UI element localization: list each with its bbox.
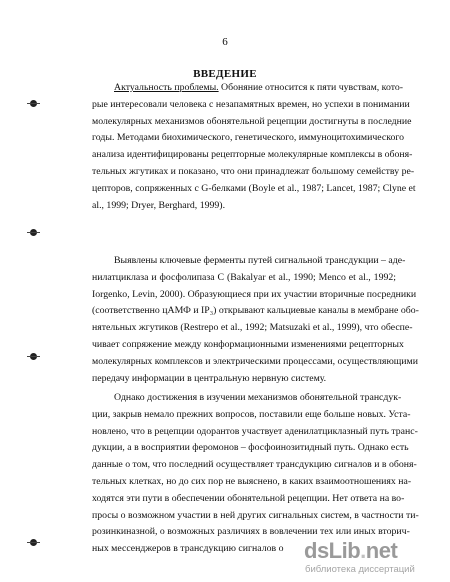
watermark-brand-tld: net [365, 538, 398, 563]
paragraph-line: новлено, что в рецепции одорантов участвует аденилатциклазный путь транс- [92, 425, 418, 437]
paragraph-line: Однако достижения в изучении механизмов обонятельной трансдук- [114, 392, 402, 403]
section-heading: ВВЕДЕНИЕ [193, 68, 257, 80]
paragraph-line: (соответственно цАМФ и IP₃) открывают кальциевые каналы в мембране обо- [92, 305, 419, 317]
paragraph-line: годы. Методами биохимического, генетического, иммуноцитохимического [92, 132, 405, 144]
margin-bullet-mark [30, 539, 37, 546]
paragraph-line: Выявлены ключевые ферменты путей сигнальной трансдукции – аде- [114, 255, 406, 266]
paragraph-line [92, 80, 404, 97]
paragraph-line: данные о том, что последний осуществляет трансдукцию сигналов и в обоня- [92, 459, 417, 471]
paragraph-relevance [92, 80, 416, 214]
page-number: 6 [222, 36, 228, 48]
paragraph-line: анализа идентифицированы рецепторные молекулярные комплексы в обоня- [92, 149, 413, 161]
margin-bullet-mark [30, 229, 37, 236]
paragraph-line: нятельных жгутиков (Restrepo et al., 1992; Matsuzaki et al., 1999), что обеспе- [92, 322, 413, 334]
paragraph-line: ных мессенджеров в трансдукцию сигналов о [92, 543, 284, 555]
paragraph-line: просы о возможном участии в ней других сигнальных систем, в частности ти- [92, 509, 419, 521]
paragraph-line: молекулярных механизмов обонятельной рецепции достигнуты в последние [92, 115, 412, 127]
paragraph-line: ходятся эти пути в обеспечении обонятельной рецепции. Нет ответа на во- [92, 492, 405, 504]
paragraph-line: al., 1999; Dryer, Berghard, 1999). [92, 199, 226, 211]
paragraph-line: молекулярных комплексов и электрическими процессами, осуществляющими [92, 355, 418, 367]
paragraph-line: Iorgenko, Levin, 2000). Образующиеся при их участии вторичные посредники [92, 288, 417, 300]
paragraph-line: тельных жгутиках и показано, что они принадлежат большому семейству ре- [92, 165, 415, 177]
margin-bullet-mark [30, 353, 37, 360]
paragraph-line: чивает сопряжение между конформационными изменениями рецепторных [92, 338, 404, 350]
paragraph-line: цепторов, сопряженных с G-белками (Boyle et al., 1987; Lancet, 1987; Clyne et [92, 182, 416, 194]
paragraph-open-questions [92, 390, 419, 558]
paragraph-line: передачу информации в центральную нервную систему. [92, 372, 327, 384]
margin-bullet-mark [30, 100, 37, 107]
paragraph-line: тельных клетках, но до сих пор не выяснено, в каких взаимоотношениях на- [92, 475, 412, 487]
relevance-label: Актуальность проблемы. [114, 82, 219, 93]
watermark-brand-dot: . [360, 538, 366, 563]
paragraph-line: дукции, а в восприятии феромонов – фосфоинозитидный путь. Однако есть [92, 442, 409, 454]
dslib-watermark-logo [304, 538, 442, 578]
watermark-brand [304, 538, 397, 564]
paragraph-line: розинкиназной, о возможных различиях в вовлечении тех или иных вторич- [92, 526, 410, 538]
line-text: Обоняние относится к пяти чувствам, кото- [218, 82, 404, 93]
paragraph-enzymes [92, 253, 419, 387]
watermark-subtitle: библиотека диссертаций [305, 564, 415, 575]
paragraph-line: ции, закрыв немало прежних вопросов, поставили еще больше новых. Уста- [92, 408, 411, 420]
paragraph-line: нилатциклаза и фосфолипаза С (Bakalyar et al., 1990; Menco et al., 1992; [92, 271, 396, 283]
paragraph-line: рые интересовали человека с незапамятных времен, но успехи в понимании [92, 98, 410, 110]
watermark-brand-main: dsLib [304, 538, 361, 563]
